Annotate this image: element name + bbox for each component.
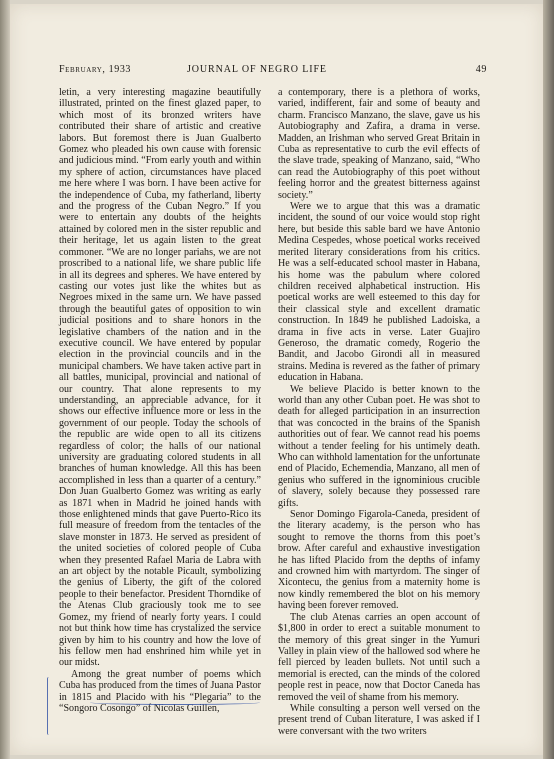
paragraph: While consulting a person well versed on the present trend of Cuban literature, I was asked if I were conversant with the two writers (278, 702, 480, 737)
handwritten-underline (90, 700, 260, 705)
binding-edge (543, 0, 554, 759)
paragraph: Senor Domingo Figarola-Caneda, president of the literary academy, is the person who has sought to remove the thorns from this poet’s brow. After careful and exhaustive investigation he has lifted Placido from the depths of infamy and crowned him with martyrdom. The singer of Xicontecu, the genius from a maternity home is now kindly remembered the blot on his memory having been forever removed. (278, 509, 480, 612)
paragraph: Were we to argue that this was a dramatic incident, the sound of our voice would stop right here, but beside this sable bard we have Antonio Medina Cespedes, whose poetical works received merited literary considerations from his critics. He was a self-educated school master in Habana, his home was the pabulum where colored children received alphabetical instruction. His poetical works are well esteemed to this day for their classical style and excellent dramatic construction. In 1849 he published Ladoiska, a drama in five acts in verse. Later Guajiro Generoso, the dramatic comedy, Rogerio the Bandit, and Jacobo Girondi all in measured strains. Medina is revered as the father of primary education in Habana. (278, 201, 480, 384)
paragraph: Among the great number of poems which Cuba has produced from the times of Juana Pastor in 1815 and Placido with his “Plegaria” to the “Songoro Cosongo” of Nicolas Guillen, (59, 668, 262, 714)
paragraph: We believe Placido is better known to the world than any other Cuban poet. He was shot to death for alleged participation in an insurrection that was concocted in the brains of the Spanish authorities out of fear. We cannot read his poems without a tender feeling for his untimely death. Who can withhold lamentation for the unfortunate end of Placido, Echemendia, Manzano, all men of genius who suffered in the ignominious crucible of slavery, solely because they possessed rare gifts. (278, 383, 480, 509)
header-journal-title: JOURNAL OF NEGRO LIFE (187, 64, 327, 75)
margin-pencil-mark (47, 677, 51, 735)
left-column (59, 87, 261, 714)
running-header (59, 64, 487, 78)
header-date: February, 1933 (59, 64, 132, 75)
paragraph: letin, a very interesting magazine beautifully illustrated, printed on the finest glazed paper, to which most of its bronzed writers have contributed their share of artistic and creative labors. But foremost there is Juan Gualberto Gomez who pleaded his own cause with forensic and judicious mind. “From early youth and within my sphere of action, circumstances have placed me here where I was born. I have been active for the independence of Cuba, my fatherland, liberty and the progress of the Cuban Negro.” If you were to entertain any doubts of the heights attained by colored men in the sister republic and their heritage, let us again listen to the great commoner. “We are no longer pariahs, we are not proscribed to a national life, we share public life in all its degrees and spheres. We have entered by casting our votes just like the whites but as Negroes mixed in the same urn. We have passed through the beautiful gates of opposition to win judicial positions and to share honors in the legislative chambers of the nation and in the executive council. We have entered by popular election in the provincial councils and in the municipal chambers. We have taken active part in all battles, municipal, provincial and national of our country. That alone represents to my understanding, an appreciable advance, for it shows our effective influence more or less in the government of our people. Today the schools of the republic are wide open to all its citizens regardless of color; the halls of our national university are graduating colored students in all branches of human knowledge. All this has been accomplished in less than a quarter of a century.” Don Juan Gualberto Gomez was writing as early as 1871 when in Madrid he joined hands with those enlightened minds that gave Puerto-Rico its full measure of freedom from the tentacles of the slave monster in 1873. He served as president of the united societies of colored people of Cuba when they presented Rafael Maria de Labra with an art object by the notable Picault, symbolizing the genius of Liberty, the gift of the colored people to their benefactor. President Thorndike of the Atenas Club graciously took me to see Gomez, my friend of nearly forty years. I could not but think how time has crystalized the service given by him to his country and how the love of his fellow men had enshrined him while yet in our midst. (59, 87, 261, 669)
paragraph: The club Atenas carries an open account of $1,800 in order to erect a suitable monument to the memory of this great singer in the Yumuri Valley in plain view of the hallowed sod where he fell pierced by leaden bullets. Not until such a memorial is erected, can the minds of the colored people rest in peace, now that Doctor Caneda has removed the veil of shame from his memory. (278, 611, 480, 703)
right-column (278, 87, 480, 737)
page-left-edge (0, 0, 10, 759)
paragraph: a contemporary, there is a plethora of works, varied, indifferent, fair and some of beauty and charm. Francisco Manzano, the slave, gave us his Autobiography and Zafira, a drama in verse. Madden, an Irishman who served Great Britain in Cuba as representative to curb the evil effects of the slave trade, speaking of Manzano, said, “Who can read the Autobiography of this poet without feeling horror and the greatest bitterness against society.” (278, 87, 480, 201)
page-number: 49 (475, 64, 487, 75)
